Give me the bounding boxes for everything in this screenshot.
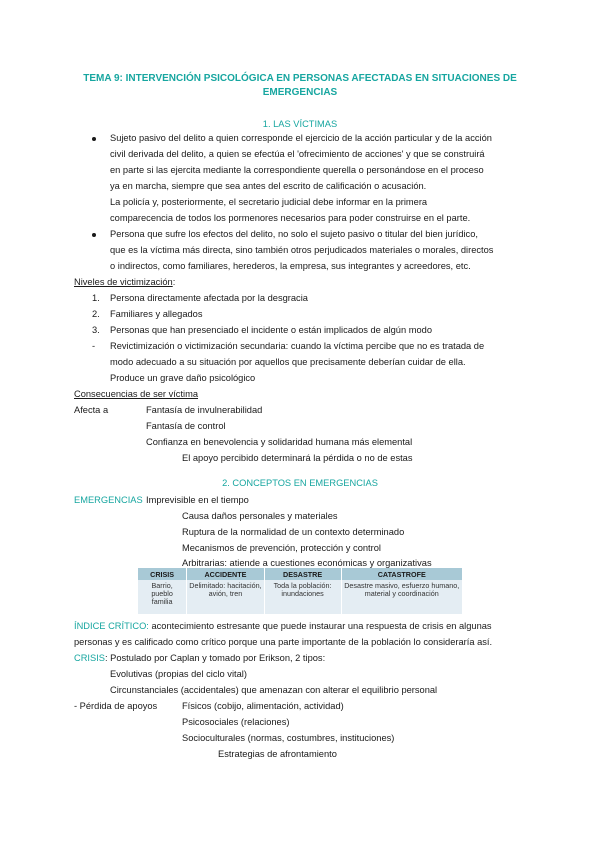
niveles-num: 2.	[92, 309, 100, 319]
bullet1-line: civil derivada del delito, a quien se efectúa el 'ofrecimiento de acciones' y que se construirá	[110, 149, 485, 159]
emergency-types-table	[138, 568, 463, 614]
estrategias-text: Estrategias de afrontamiento	[218, 749, 337, 759]
bullet1-line: en parte si las ejercita mediante la correspondiente querella o personándose en el proceso	[110, 165, 484, 175]
niveles-heading-text: Niveles de victimización	[74, 277, 173, 287]
revict-line: Revictimización o victimización secundaria: cuando la víctima percibe que no es tratada de	[110, 341, 485, 351]
indice-critico-line	[74, 620, 492, 633]
emergencias-item: Causa daños personales y materiales	[182, 511, 338, 521]
indice-critico-label: ÍNDICE CRÍTICO:	[74, 621, 149, 631]
title-line-1: TEMA 9: INTERVENCIÓN PSICOLÓGICA EN PERSONAS AFECTADAS EN SITUACIONES DE	[83, 73, 517, 84]
indice-critico-text: personas y es calificado como crítico porque una parte importante de la población lo consideraría así.	[74, 637, 493, 647]
perdida-item: Físicos (cobijo, alimentación, actividad)	[182, 701, 344, 711]
perdida-item: Socioculturales (normas, costumbres, instituciones)	[182, 733, 395, 743]
table-row	[138, 580, 463, 614]
emergencias-item: Ruptura de la normalidad de un contexto determinado	[182, 527, 405, 537]
crisis-type: Evolutivas (propias del ciclo vital)	[110, 669, 247, 679]
afecta-item: Fantasía de invulnerabilidad	[146, 405, 263, 415]
apoyo-text: El apoyo percibido determinará la pérdida o no de estas	[182, 453, 413, 463]
niveles-num: 3.	[92, 325, 100, 335]
bullet2-line: que es la víctima más directa, sino también otros perjudicados materiales o morales, directos	[110, 245, 494, 255]
niveles-item: Persona directamente afectada por la desgracia	[110, 293, 308, 303]
bullet1-line: La policía y, posteriormente, el secretario judicial debe informar en la primera	[110, 197, 428, 207]
table-header: ACCIDENTE	[187, 568, 264, 580]
table-cell	[138, 580, 187, 614]
perdida-item: Psicosociales (relaciones)	[182, 717, 290, 727]
revict-line: modo adecuado a su situación por aquellos que precisamente deberían cuidar de ella.	[110, 357, 466, 367]
niveles-heading	[74, 276, 175, 289]
bullet1-line: Sujeto pasivo del delito a quien corresponde el ejercicio de la acción particular y de la acción	[110, 133, 492, 143]
emergencias-item: Imprevisible en el tiempo	[146, 495, 249, 505]
perdida-label: - Pérdida de apoyos	[74, 701, 158, 711]
emergencias-item: Mecanismos de prevención, protección y control	[182, 543, 381, 553]
title-line-2: EMERGENCIAS	[262, 87, 338, 98]
table-cell-text: Toda la población: inundaciones	[273, 582, 332, 598]
consecuencias-heading: Consecuencias de ser víctima	[74, 389, 199, 399]
section-heading-victimas: 1. LAS VÍCTIMAS	[262, 119, 338, 129]
table-cell-text: Barrio, pueblo familia	[151, 582, 173, 606]
afecta-item: Confianza en benevolencia y solidaridad humana más elemental	[146, 437, 413, 447]
crisis-text: : Postulado por Caplan y tomado por Erikson, 2 tipos:	[105, 653, 326, 663]
table-cell	[341, 580, 462, 614]
section-heading-conceptos: 2. CONCEPTOS EN EMERGENCIAS	[222, 478, 378, 488]
table-cell-text: Delimitado: hacitación, avión, tren	[189, 582, 262, 598]
bullet1-line: ya en marcha, siempre que sea antes del escrito de calificación o acusación.	[110, 181, 427, 191]
afecta-label: Afecta a	[74, 405, 109, 415]
table-header: DESASTRE	[264, 568, 341, 580]
revict-dash: -	[92, 341, 96, 351]
table-header: CRISIS	[138, 568, 187, 580]
bullet1-line: comparecencia de todos los pormenores necesarios para poder construirse en el parte.	[110, 213, 471, 223]
bullet2-line: Persona que sufre los efectos del delito, no solo el sujeto pasivo o titular del bien jurídico,	[110, 229, 478, 239]
table-cell	[264, 580, 341, 614]
indice-critico-text: acontecimiento estresante que puede instaurar una respuesta de crisis en algunas	[148, 621, 492, 631]
bullet2-line: o indirectos, como familiares, herederos, la empresa, sus integrantes y acreedores, etc.	[110, 261, 471, 271]
table-header-row	[138, 568, 463, 580]
niveles-num: 1.	[92, 293, 100, 303]
table-cell-text: Desastre masivo, esfuerzo humano, material y coordinación	[344, 582, 460, 598]
bullet-icon	[92, 233, 96, 237]
table-cell	[187, 580, 264, 614]
bullet-icon	[92, 137, 96, 141]
crisis-label: CRISIS	[74, 653, 105, 663]
revict-line: Produce un grave daño psicológico	[110, 373, 256, 383]
niveles-item: Personas que han presenciado el incidente o están implicados de algún modo	[110, 325, 432, 335]
crisis-type: Circunstanciales (accidentales) que amenazan con alterar el equilibrio personal	[110, 685, 438, 695]
crisis-line	[74, 652, 325, 665]
emergencias-label: EMERGENCIAS	[74, 495, 143, 505]
afecta-item: Fantasía de control	[146, 421, 226, 431]
table-header: CATASTROFE	[341, 568, 462, 580]
emergencias-item: Arbitrarias: atiende a cuestiones económicas y organizativas	[182, 558, 432, 568]
niveles-colon: :	[172, 277, 176, 287]
niveles-item: Familiares y allegados	[110, 309, 203, 319]
